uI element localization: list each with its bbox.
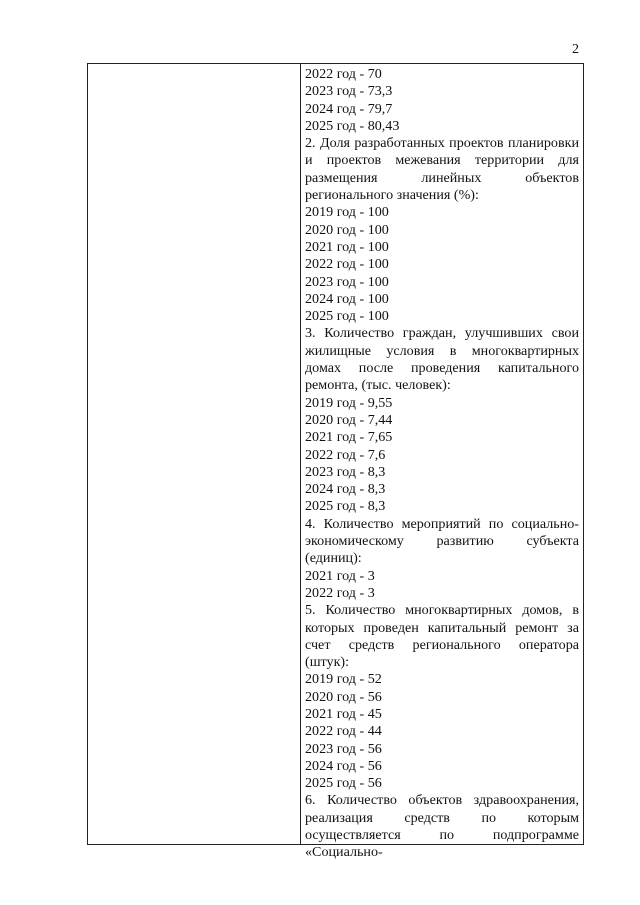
indicator-value-line: 2020 год - 56 (305, 688, 382, 705)
indicator-value-line: 2022 год - 100 (305, 256, 389, 273)
indicator-value-line: 2023 год - 73,3 (305, 83, 393, 100)
indicator-value-line: 2021 год - 7,65 (305, 429, 393, 446)
indicator-value-line: 2022 год - 7,6 (305, 446, 386, 463)
indicator-value-line: 2024 год - 100 (305, 290, 389, 307)
indicator-heading: 6. Количество объектов здравоохранения, реализация средств по которым осуществляется по подпрограмме «Социально- (305, 792, 579, 861)
indicator-value-line: 2022 год - 44 (305, 723, 382, 740)
indicator-value-line: 2023 год - 8,3 (305, 463, 386, 480)
document-table (87, 63, 584, 861)
indicator-value-line: 2021 год - 45 (305, 705, 382, 722)
indicator-value-line: 2024 год - 79,7 (305, 100, 393, 117)
indicator-value-line: 2019 год - 9,55 (305, 394, 393, 411)
indicator-value-line: 2024 год - 56 (305, 757, 382, 774)
indicator-value-line: 2024 год - 8,3 (305, 481, 386, 498)
indicator-value-line: 2023 год - 56 (305, 740, 382, 757)
indicator-heading: 5. Количество многоквартирных домов, в которых проведен капитальный ремонт за счет средств регионального оператора (штук): (305, 602, 579, 671)
table-left-column (88, 64, 301, 844)
page-number: 2 (572, 42, 579, 57)
indicator-value-line: 2019 год - 52 (305, 671, 382, 688)
indicator-value-line: 2025 год - 8,3 (305, 498, 386, 515)
indicator-heading: 2. Доля разработанных проектов планировки и проектов межевания территории для размещения линейных объектов регионального значения (%): (305, 135, 579, 204)
indicator-value-line: 2023 год - 100 (305, 273, 389, 290)
indicator-value-line: 2020 год - 100 (305, 221, 389, 238)
indicator-value-line: 2025 год - 56 (305, 775, 382, 792)
indicator-heading: 4. Количество мероприятий по социально-экономическому развитию субъекта (единиц): (305, 515, 579, 567)
indicator-heading: 3. Количество граждан, улучшивших свои жилищные условия в многоквартирных домах после проведения капитального ремонта, (тыс. человек): (305, 325, 579, 394)
indicator-value-line: 2019 год - 100 (305, 204, 389, 221)
indicator-value-line: 2022 год - 3 (305, 584, 375, 601)
table-right-column (301, 64, 583, 861)
indicator-value-line: 2022 год - 70 (305, 66, 382, 82)
indicator-value-line: 2025 год - 100 (305, 308, 389, 325)
indicator-value-line: 2025 год - 80,43 (305, 117, 400, 134)
indicator-value-line: 2021 год - 3 (305, 567, 375, 584)
indicator-value-line: 2021 год - 100 (305, 238, 389, 255)
indicator-value-line: 2020 год - 7,44 (305, 411, 393, 428)
